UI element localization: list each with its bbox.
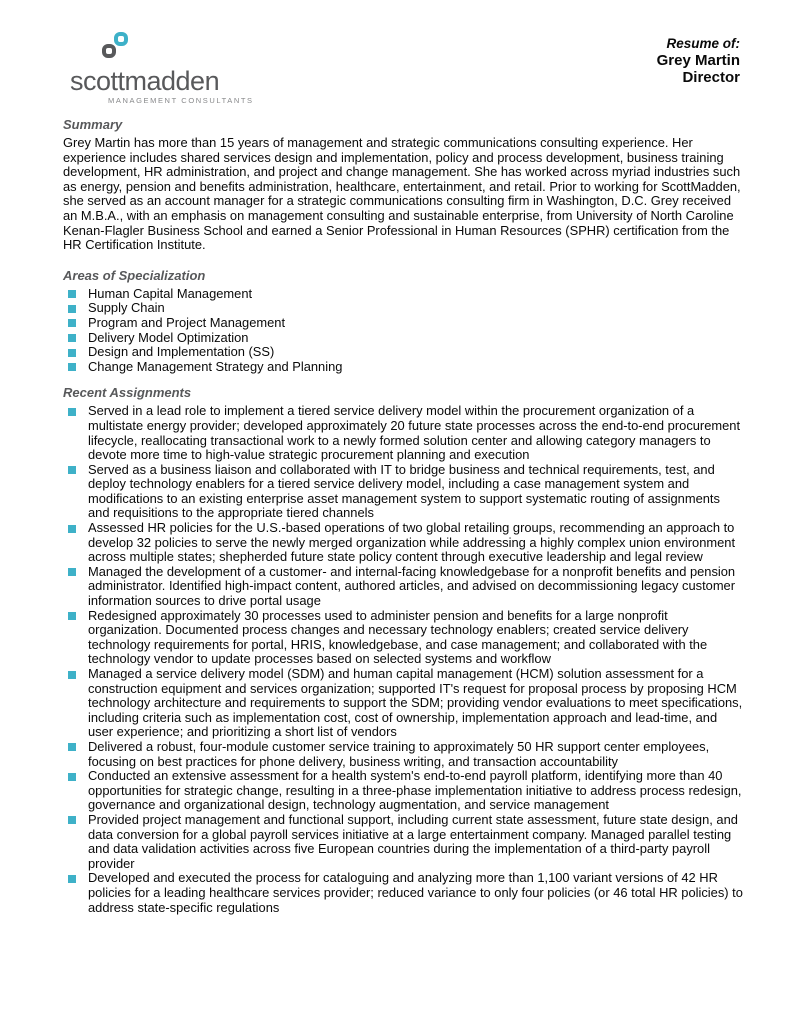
assignments-heading: Recent Assignments [63, 385, 192, 401]
assignment-item-text: Delivered a robust, four-module customer service training to approximately 50 HR support center employees, focusing on best practices for phone delivery, business writing, and transaction accountability [88, 738, 710, 769]
assignment-item-text: Assessed HR policies for the U.S.-based operations of two global retailing groups, recommending an approach to develop 32 policies to serve the newly merged organization while addressing a highly complex union environment across multiple states; shepherded future state policy content through executive leadership and legal review [88, 520, 736, 565]
scottmadden-logo [70, 31, 270, 105]
specialization-item-label: Program and Project Management [88, 314, 286, 330]
specialization-item-label: Design and Implementation (SS) [88, 344, 275, 360]
summary-paragraph: Grey Martin has more than 15 years of management and strategic communications consulting experience. Her experience includes shared services design and implementation, policy and process development, business training development, HR administration, and project and change management. She has worked across myriad industries such as energy, pension and benefits administration, healthcare, entertainment, and retail. Prior to working for ScottMadden, she served as an account manager for a strategic communications consulting firm in Washington, D.C. Grey received an M.B.A., with an emphasis on management consulting and sustainable enterprise, from University of North Caroline Kenan-Flagler Business School and earned a Senior Professional in Human Resources (SPHR) certification from the HR Certification Institute. [63, 135, 741, 253]
specialization-item [63, 287, 743, 302]
logo-squares-icon [70, 31, 230, 65]
resume-of-label: Resume of: [666, 36, 740, 51]
assignment-item-text: Conducted an extensive assessment for a health system's end-to-end payroll platform, identifying more than 40 opportunities for strategic change, resulting in a three-phase implementation initiative to address process redesign, governance and organizational design, technology augmentation, and service management [88, 768, 742, 813]
assignment-item [63, 609, 743, 667]
assignments-list [63, 404, 743, 915]
assignment-item [63, 769, 743, 813]
specialization-item [63, 301, 743, 316]
assignment-item-text: Redesigned approximately 30 processes used to administer pension and benefits for a large nonprofit organization. Documented process changes and necessary technology enablers; created service delivery technology requirements for portal, HRIS, knowledgebase, and case management; and collaborated with the technology vendor to update processes based on selected systems and workflow [88, 607, 708, 667]
teal-square-icon [114, 32, 128, 46]
bullet-square-icon [68, 408, 76, 416]
assignment-item-text: Managed a service delivery model (SDM) and human capital management (HCM) solution assessment for a construction equipment and services organization; supported IT's request for proposal process by proposing HCM technology architecture and requirements to support the SDM; providing vendor evaluations to meet specifications, including criteria such as implementation cost, cost of ownership, implementation approach and lead-time, and user experience; and prioritizing a short list of vendors [88, 666, 743, 740]
bullet-square-icon [68, 305, 76, 313]
specialization-item-label: Human Capital Management [88, 285, 253, 301]
assignment-item [63, 521, 743, 565]
resume-header-block [657, 35, 740, 86]
assignment-item [63, 813, 743, 871]
bullet-square-icon [68, 568, 76, 576]
logo-tagline: MANAGEMENT CONSULTANTS [108, 96, 254, 105]
assignment-item [63, 667, 743, 740]
specialization-heading: Areas of Specialization [63, 267, 206, 283]
specialization-item [63, 331, 743, 346]
assignment-item-text: Served in a lead role to implement a tiered service delivery model within the procurement organization of a multistate energy provider; developed approximately 20 future state processes across the end-to-end procurement lifecycle, reallocating transactional work to a newly formed solution center and allowing category managers to devote more time to high-value strategic procurement planning and execution [88, 403, 741, 463]
specialization-item-label: Change Management Strategy and Planning [88, 358, 343, 374]
resume-body [63, 117, 743, 915]
person-title: Director [682, 69, 740, 86]
bullet-square-icon [68, 525, 76, 533]
assignment-item-text: Served as a business liaison and collaborated with IT to bridge business and technical requirements, test, and deploy technology enablers for a tiered service delivery model, including a case management system and modifications to an existing enterprise asset management system to support systematic routing of assignments and requisitions to the appropriate tiered channels [88, 461, 720, 521]
bullet-square-icon [68, 816, 76, 824]
bullet-square-icon [68, 773, 76, 781]
assignment-item [63, 463, 743, 521]
bullet-square-icon [68, 349, 76, 357]
specialization-item [63, 360, 743, 375]
assignment-item [63, 740, 743, 769]
specialization-list [63, 287, 743, 375]
bullet-square-icon [68, 319, 76, 327]
specialization-item-label: Supply Chain [88, 300, 165, 316]
assignment-item-text: Managed the development of a customer- and internal-facing knowledgebase for a nonprofit benefits and pension administrator. Identified high-impact content, authored articles, and advised on decommissioning legacy customer information sources to drive portal usage [88, 563, 736, 609]
assignment-item [63, 565, 743, 609]
person-name: Grey Martin [656, 52, 740, 69]
bullet-square-icon [68, 671, 76, 679]
bullet-square-icon [68, 334, 76, 342]
assignment-item-text: Provided project management and functional support, including current state assessment, future state design, and data conversion for a global payroll services initiative at a large entertainment company. Managed parallel testing and data validation activities across five European countries during the implementation of a third-party payroll provider [88, 811, 738, 871]
bullet-square-icon [68, 743, 76, 751]
bullet-square-icon [68, 290, 76, 298]
gray-square-icon [102, 44, 116, 58]
bullet-square-icon [68, 875, 76, 883]
specialization-item [63, 345, 743, 360]
bullet-square-icon [68, 612, 76, 620]
logo-wordmark: scottmadden [70, 66, 220, 96]
bullet-square-icon [68, 466, 76, 474]
bullet-square-icon [68, 363, 76, 371]
assignment-item-text: Developed and executed the process for cataloguing and analyzing more than 1,100 variant versions of 42 HR policies for a leading healthcare services provider; reduced variance to only four policies (or 46 total HR policies) to address state-specific regulations [88, 870, 743, 915]
assignment-item [63, 404, 743, 462]
assignment-item [63, 871, 743, 915]
specialization-item [63, 316, 743, 331]
summary-heading: Summary [63, 117, 123, 132]
specialization-item-label: Delivery Model Optimization [88, 329, 249, 345]
